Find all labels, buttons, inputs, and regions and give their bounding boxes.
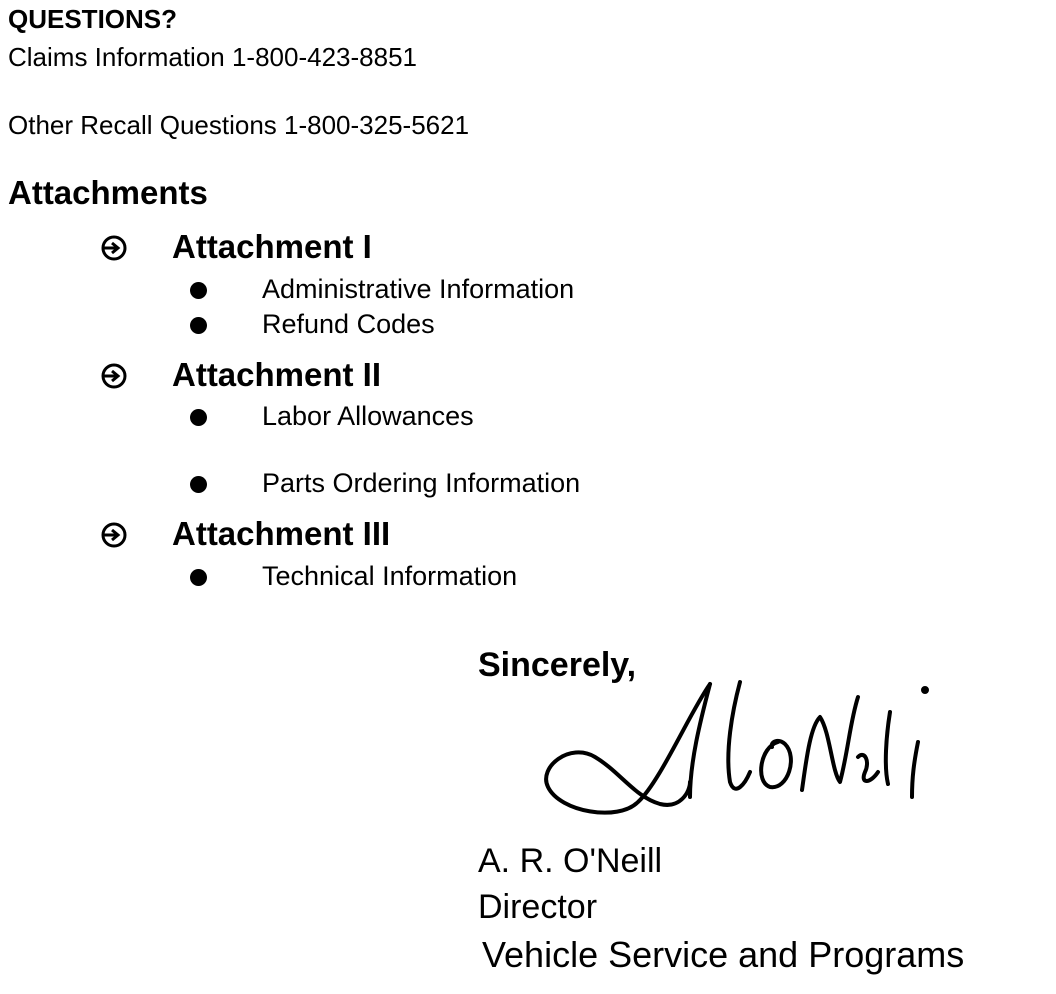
attachment-2-bullet-2: Parts Ordering Information (262, 468, 581, 498)
bullet-icon (190, 317, 207, 334)
attachment-1-title: Attachment I (172, 228, 372, 265)
other-recall-questions-line: Other Recall Questions 1-800-325-5621 (8, 110, 470, 140)
arrow-circle-icon (101, 363, 127, 389)
bullet-icon (190, 569, 207, 586)
attachment-3-title: Attachment III (172, 515, 391, 552)
signature-icon (540, 672, 950, 822)
attachment-1-bullet-1: Administrative Information (262, 274, 575, 304)
attachment-3-bullet-1: Technical Information (262, 561, 518, 591)
bullet-icon (190, 409, 207, 426)
attachments-heading: Attachments (8, 174, 208, 211)
bullet-icon (190, 476, 207, 493)
closing-salutation: Sincerely, (478, 646, 637, 684)
attachment-1-bullet-2: Refund Codes (262, 309, 435, 339)
bullet-icon (190, 282, 207, 299)
signatory-department: Vehicle Service and Programs (482, 934, 965, 975)
claims-information-line: Claims Information 1-800-423-8851 (8, 42, 417, 72)
signatory-name: A. R. O'Neill (478, 842, 663, 880)
arrow-circle-icon (101, 235, 127, 261)
attachment-2-bullet-1: Labor Allowances (262, 401, 474, 431)
signatory-title: Director (478, 888, 598, 926)
arrow-circle-icon (101, 522, 127, 548)
questions-heading: QUESTIONS? (8, 4, 178, 34)
attachment-2-title: Attachment II (172, 356, 382, 393)
